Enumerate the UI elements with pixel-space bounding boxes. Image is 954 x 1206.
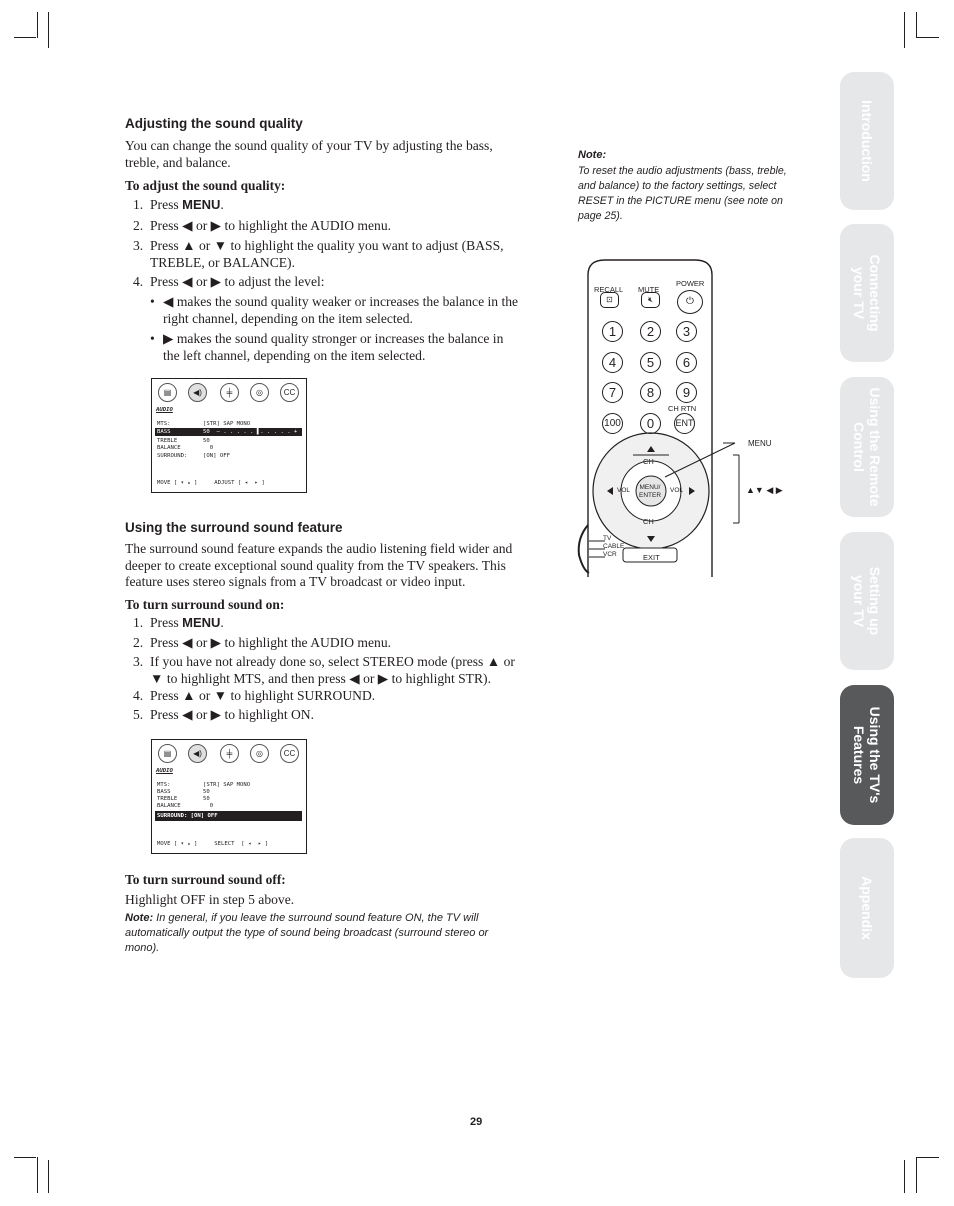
step-number: 4.: [133, 688, 144, 703]
osd-footer: MOVE [ ▾ ▴ ] ADJUST [ ◂ ▸ ]: [157, 480, 265, 486]
mode-label-tv: TV: [603, 535, 612, 542]
bullet-text: ◀ makes the sound quality weaker or increases the balance in the right channel, depending on the item selected.: [163, 294, 519, 326]
mode-label-cable: CABLE: [603, 543, 625, 550]
step: [133, 218, 513, 235]
picture-icon: ▤: [158, 383, 177, 402]
tab-label: Introduction: [859, 100, 875, 182]
setup-icon: ◎: [250, 744, 269, 763]
step: [133, 635, 523, 652]
digit-button[interactable]: 4: [602, 352, 623, 373]
step-number: 3.: [133, 654, 144, 669]
equalizer-icon: ╪: [220, 383, 239, 402]
picture-icon: ▤: [158, 744, 177, 763]
tab-label: Using the TV's Features: [851, 706, 883, 804]
osd-row-value: [ON] OFF: [203, 453, 230, 459]
osd-highlight-row: SURROUND: [ON] OFF: [157, 813, 218, 819]
digit-button[interactable]: 6: [676, 352, 697, 373]
tab-label: Setting up your TV: [851, 566, 883, 636]
digit-button[interactable]: 8: [640, 382, 661, 403]
menu-enter-button[interactable]: MENU/ ENTER: [638, 484, 662, 499]
digit-button[interactable]: 1: [602, 321, 623, 342]
osd-row-value: [STR] SAP MONO: [203, 782, 251, 788]
step-text: Press ◀ or ▶ to adjust the level:: [150, 274, 325, 289]
callout-menu-label: MENU: [748, 439, 772, 448]
step-number: 4.: [133, 274, 144, 289]
step-number: 1.: [133, 615, 144, 630]
off-text: Highlight OFF in step 5 above.: [125, 892, 295, 907]
osd-row-label: MTS:: [157, 782, 171, 788]
channel-up-button[interactable]: CH: [643, 457, 654, 466]
step: [133, 654, 525, 687]
procedure-label: To turn surround sound off:: [125, 872, 286, 887]
osd-title: AUDIO: [156, 768, 173, 774]
volume-up-button[interactable]: VOL: [670, 487, 684, 494]
step: [133, 615, 224, 632]
step-text: Press ◀ or ▶ to highlight ON.: [150, 707, 315, 722]
osd-row-value: 50: [203, 796, 210, 802]
digit-button[interactable]: 7: [602, 382, 623, 403]
bullet-text: ▶ makes the sound quality stronger or increases the balance in the left channel, depending on the item selected.: [163, 331, 504, 363]
digit-button[interactable]: 100: [602, 413, 623, 434]
equalizer-icon: ╪: [220, 744, 239, 763]
recall-button[interactable]: ⊡: [600, 292, 619, 308]
tab-label: Using the Remote Control: [851, 387, 883, 507]
osd-row-value: [STR] SAP MONO: [203, 421, 251, 427]
note: [125, 911, 525, 956]
step-text: .: [220, 615, 224, 630]
step-number: 5.: [133, 707, 144, 722]
menu-key-label: MENU: [182, 615, 221, 630]
cc-icon: CC: [280, 383, 299, 402]
digit-button[interactable]: 0: [640, 413, 661, 434]
digit-button[interactable]: 2: [640, 321, 661, 342]
osd-row-value: 50: [203, 438, 210, 444]
tab-introduction[interactable]: [840, 72, 894, 210]
step-text: Press ▲ or ▼ to highlight SURROUND.: [150, 688, 376, 703]
exit-button[interactable]: EXIT: [643, 553, 660, 562]
callout-arrows-label: ▲▼ ◀ ▶: [746, 485, 783, 495]
tab-using-the-tvs-features[interactable]: [840, 685, 894, 825]
osd-footer: MOVE [ ▾ ▴ ] SELECT [ ◂ ▸ ]: [157, 841, 269, 847]
step: [133, 688, 523, 705]
section-heading: Using the surround sound feature: [125, 520, 343, 535]
recall-label: RECALL: [594, 285, 624, 294]
volume-down-button[interactable]: VOL: [617, 487, 631, 494]
mode-label-vcr: VCR: [603, 551, 617, 558]
intro-text: The surround sound feature expands the audio listening field wider and deeper to create exceptional sound quality from the TV speakers. This feature uses stereo signals from a TV broadcast or video input.: [125, 541, 513, 589]
osd-row-label: TREBLE: [157, 796, 178, 802]
osd-row-label: MTS:: [157, 421, 171, 427]
step-number: 3.: [133, 238, 144, 253]
audio-menu-screen: [151, 378, 307, 493]
mute-button[interactable]: 🔇︎: [641, 292, 660, 308]
power-button[interactable]: ⏻: [677, 290, 703, 314]
intro-text: You can change the sound quality of your TV by adjusting the bass, treble, and balance.: [125, 138, 493, 170]
note-label: Note:: [125, 912, 154, 924]
note-text: To reset the audio adjustments (bass, treble, and balance) to the factory settings, select RESET in the PICTURE menu (see note on page 25).: [578, 165, 787, 222]
channel-down-button[interactable]: CH: [643, 517, 654, 526]
procedure-label: To turn surround sound on:: [125, 597, 285, 612]
step: [133, 238, 513, 271]
osd-row-label: BALANCE: [157, 803, 181, 809]
step-number: 1.: [133, 197, 144, 212]
mute-label: MUTE: [638, 285, 660, 294]
tab-appendix[interactable]: [840, 838, 894, 978]
note-text: In general, if you leave the surround sound feature ON, the TV will automatically output the type of sound being broadcast (surround stereo or mono).: [125, 912, 489, 954]
osd-row-value: 0: [203, 803, 214, 809]
enter-button[interactable]: ENT: [674, 413, 695, 434]
page-number: 29: [470, 1116, 483, 1128]
step: [133, 197, 224, 214]
osd-row-label: BASS: [157, 429, 171, 435]
step-number: 2.: [133, 635, 144, 650]
speaker-icon: ◀): [188, 744, 207, 763]
step-number: 2.: [133, 218, 144, 233]
osd-row-label: TREBLE: [157, 438, 178, 444]
digit-button[interactable]: 5: [640, 352, 661, 373]
audio-menu-screen: [151, 739, 307, 854]
tab-using-the-remote-control[interactable]: [840, 377, 894, 517]
speaker-icon: ◀): [188, 383, 207, 402]
step-text: Press ▲ or ▼ to highlight the quality you want to adjust (BASS, TREBLE, or BALANCE).: [150, 238, 504, 270]
cc-icon: CC: [280, 744, 299, 763]
section-heading: Adjusting the sound quality: [125, 116, 303, 131]
digit-button[interactable]: 3: [676, 321, 697, 342]
step-text: If you have not already done so, select STEREO mode (press ▲ or ▼ to highlight MTS, and then press ◀ or ▶ to highlight STR).: [150, 654, 515, 686]
digit-button[interactable]: 9: [676, 382, 697, 403]
bullet-item: • ▶ makes the sound quality stronger or increases the balance in the left channel, depending on the item selected.: [150, 331, 520, 364]
osd-row-value: 0: [203, 445, 214, 451]
tab-setting-up-your-tv[interactable]: [840, 532, 894, 670]
ch-rtn-label: CH RTN: [668, 404, 697, 413]
tab-label: Connecting your TV: [851, 254, 883, 332]
osd-row-value: 50: [203, 789, 210, 795]
step: [133, 274, 513, 291]
osd-title: AUDIO: [156, 407, 173, 413]
procedure-label: To adjust the sound quality:: [125, 178, 286, 193]
step: [133, 707, 523, 724]
power-label: POWER: [676, 279, 705, 288]
note-label: Note:: [578, 149, 607, 161]
step-text: Press ◀ or ▶ to highlight the AUDIO menu.: [150, 635, 392, 650]
osd-row-label: BASS: [157, 789, 171, 795]
setup-icon: ◎: [250, 383, 269, 402]
step-text: Press ◀ or ▶ to highlight the AUDIO menu.: [150, 218, 392, 233]
tab-connecting-your-tv[interactable]: [840, 224, 894, 362]
bullet-item: • ◀ makes the sound quality weaker or increases the balance in the right channel, depending on the item selected.: [150, 294, 519, 326]
step-text: .: [220, 197, 224, 212]
menu-key-label: MENU: [182, 197, 221, 212]
osd-row-value: 50 – . . . . . ▌. . . . . +: [203, 429, 298, 435]
step-text: Press: [150, 197, 183, 212]
osd-row-label: SURROUND:: [157, 453, 188, 459]
step-text: Press: [150, 615, 183, 630]
osd-row-label: BALANCE: [157, 445, 181, 451]
tab-label: Appendix: [859, 876, 875, 940]
